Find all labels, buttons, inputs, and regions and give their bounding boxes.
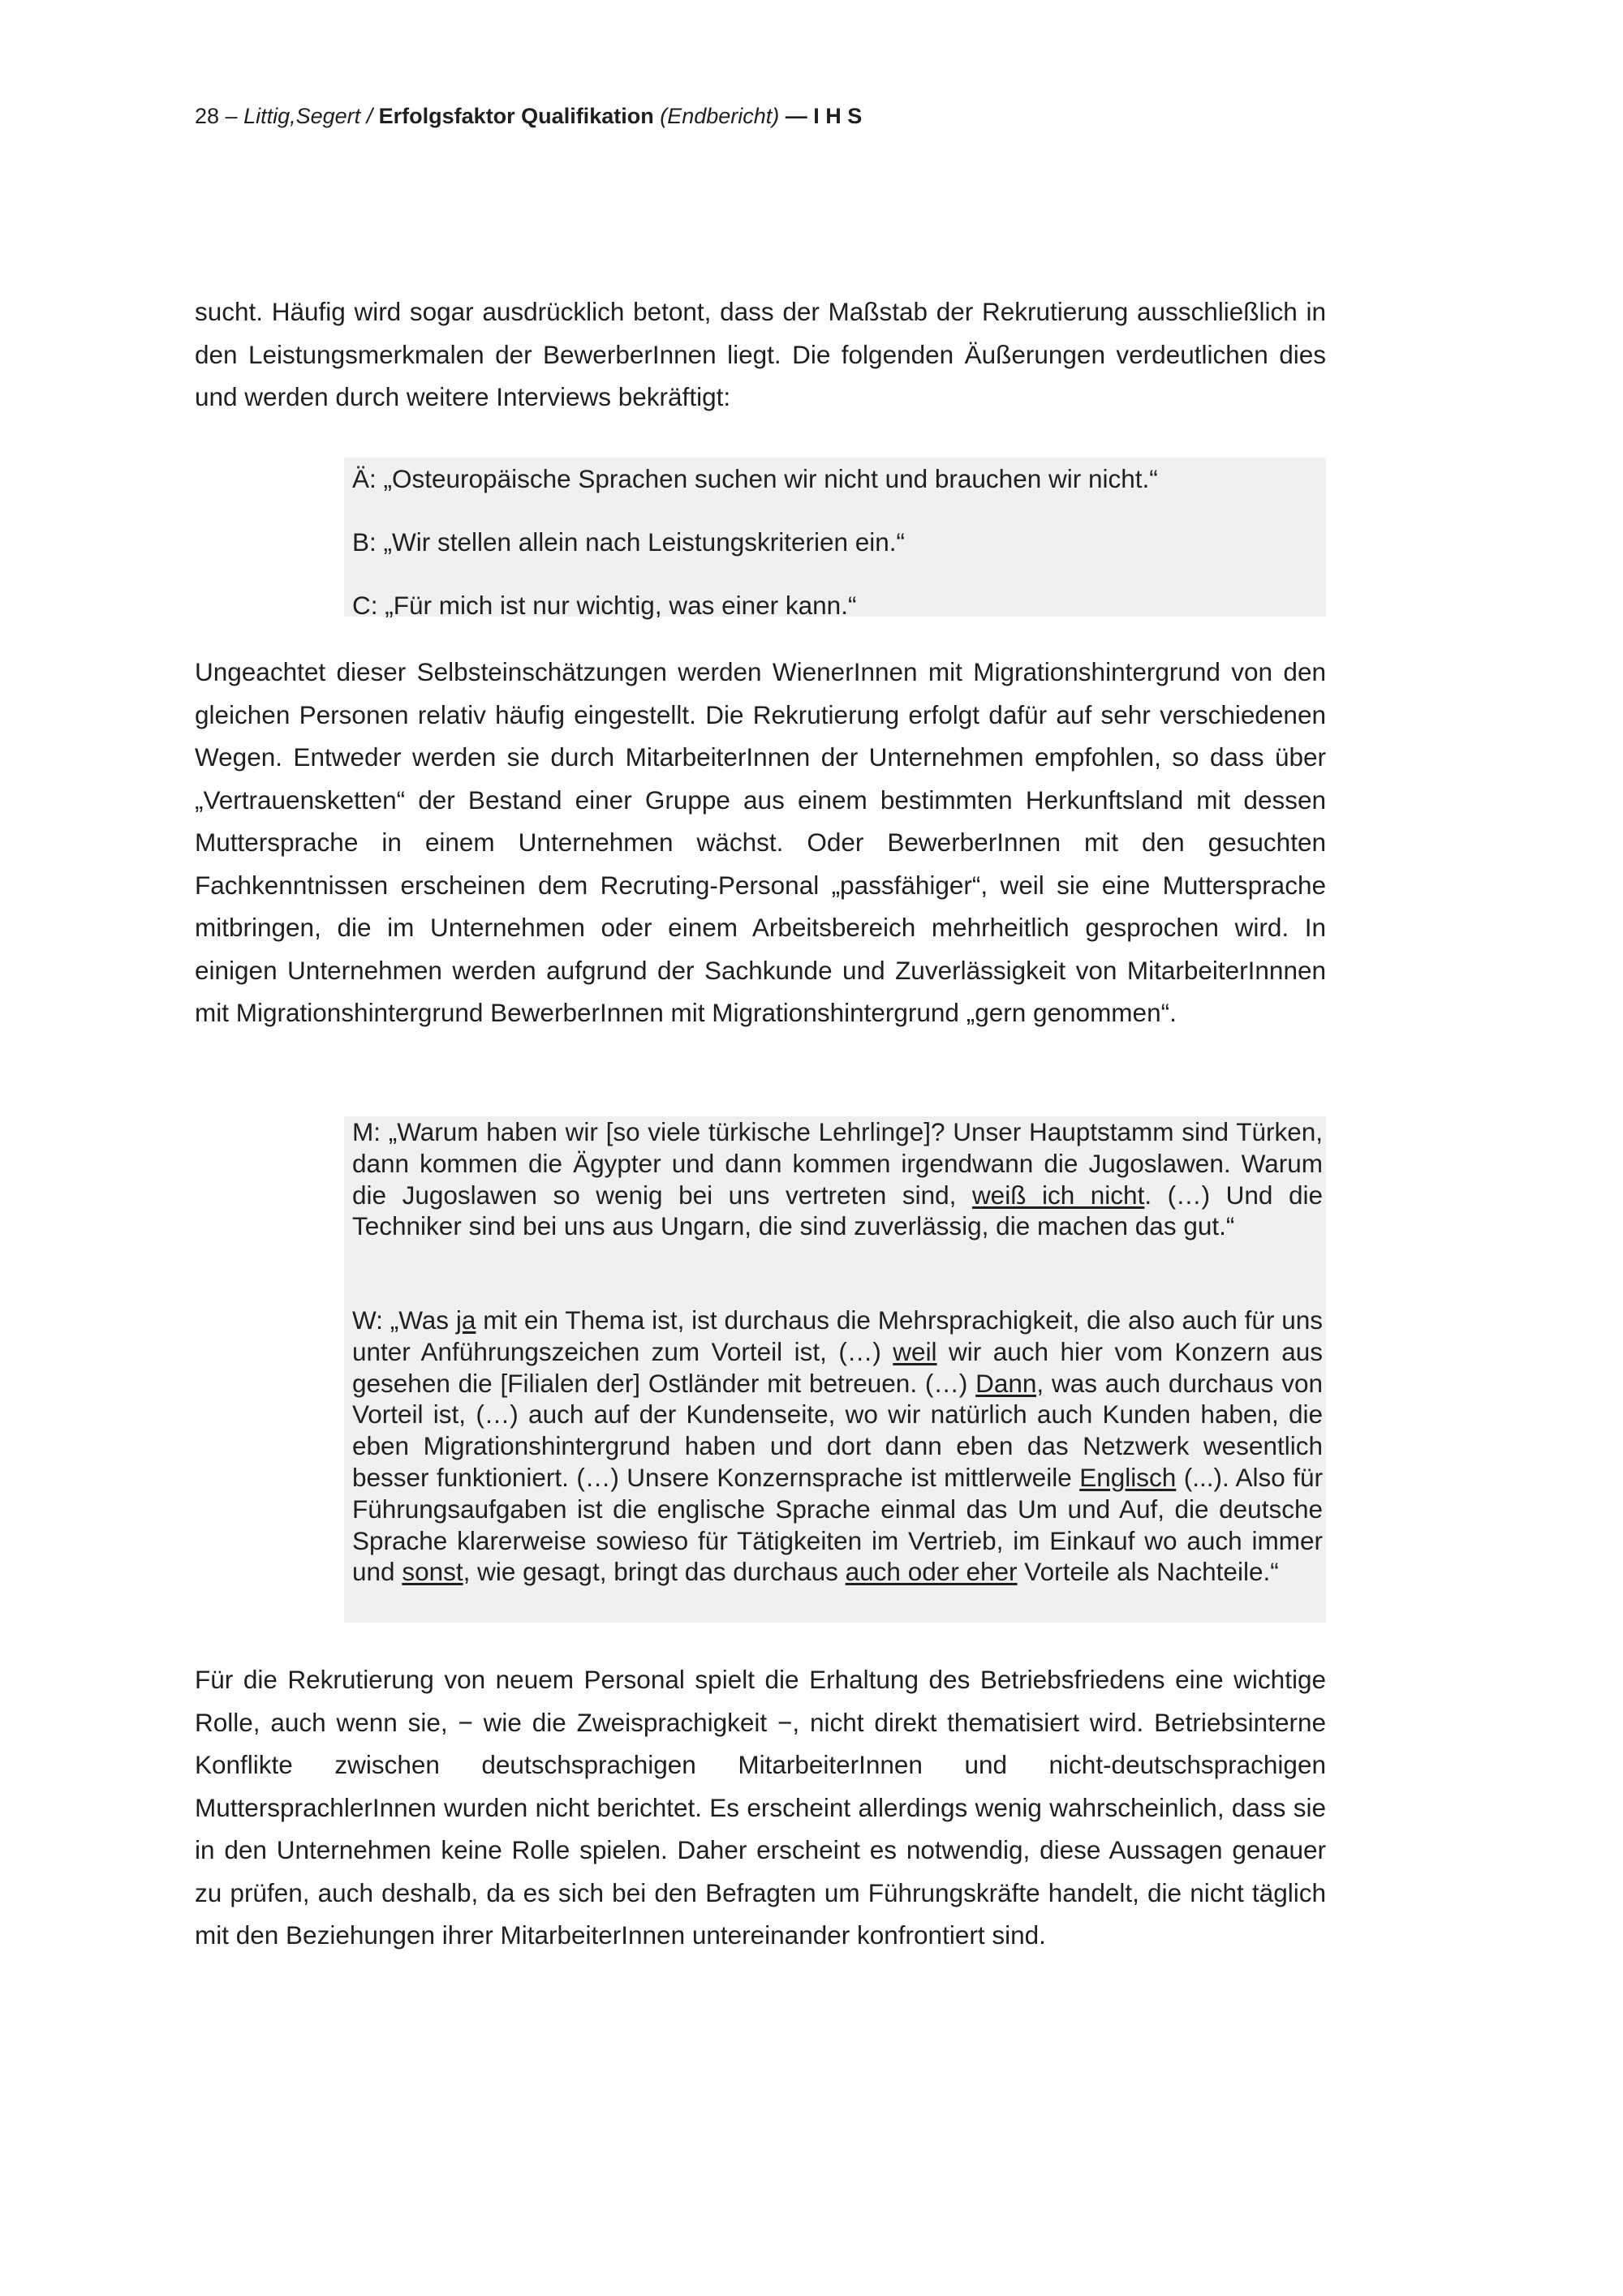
quote-w-underline-3: Dann, bbox=[975, 1368, 1044, 1398]
quote-w-text-4: was auch durchaus von Vorteil ist, (…) auch auf der Kundenseite, wo wir natürlich auch Kunden haben, die eben Migrationshintergrund haben und dort dann eben das Netzwerk wesentlich besser funktioniert. (…) Unsere Konzernsprache ist mittlerweile bbox=[352, 1368, 1323, 1492]
quote-w-text-6: , wie gesagt, bringt das durchaus bbox=[463, 1557, 846, 1587]
body-paragraph-3: Für die Rekrutierung von neuem Personal spielt die Erhaltung des Betriebsfriedens eine wichtige Rolle, auch wenn sie, − wie die Zweisprachigkeit −, nicht direkt thematisiert wird. Betriebsinterne Konflikte zwischen deutschsprachigen MitarbeiterInnen und nicht-deutschsprachigen MuttersprachlerInnen wurden nicht berichtet. Es erscheint allerdings wenig wahrscheinlich, dass sie in den Unternehmen keine Rolle spielen. Daher erscheint es notwendig, diese Aussagen genauer zu prüfen, auch deshalb, da es sich bei den Befragten um Führungskräfte handelt, die nicht täglich mit den Beziehungen ihrer MitarbeiterInnen untereinander konfrontiert sind. bbox=[195, 1665, 1326, 1950]
quote-w-underline-5: sonst bbox=[402, 1557, 463, 1587]
quote-w-underline-4: Englisch bbox=[1079, 1462, 1177, 1492]
quote-w-text-5: (...). Also für Führungsaufgaben ist die englische Sprache einmal das Um und Auf, die deutsche Sprache klarerweise sowieso für Tätigkeiten im Vertrieb, im Einkauf wo auch immer und bbox=[352, 1462, 1323, 1587]
body-paragraph-2: Ungeachtet dieser Selbsteinschätzungen werden WienerInnen mit Migrationshintergrund von den gleichen Personen relativ häufig eingestellt. Die Rekrutierung erfolgt dafür auf sehr verschiedenen Wegen. Entweder werden sie durch MitarbeiterInnen der Unternehmen empfohlen, so dass über „Vertrauensketten“ der Bestand einer Gruppe aus einem bestimmten Herkunftsland mit dessen Muttersprache in einem Unternehmen wächst. Oder BewerberInnen mit den gesuchten Fachkenntnissen erscheinen dem Recruting-Personal „passfähiger“, weil sie eine Muttersprache mitbringen, die im Unternehmen oder einem Arbeitsbereich mehrheitlich gesprochen wird. In einigen Unternehmen werden aufgrund der Sachkunde und Zuverlässigkeit von MitarbeiterInnnen mit Migrationshintergrund BewerberInnen mit Migrationshintergrund „gern genommen“. bbox=[195, 657, 1326, 1027]
header-authors: Littig,Segert / bbox=[243, 104, 379, 128]
quote-a: Ä: „Osteuropäische Sprachen suchen wir nicht und brauchen wir nicht.“ bbox=[352, 464, 1158, 493]
body-paragraph-1: sucht. Häufig wird sogar ausdrücklich betont, dass der Maßstab der Rekrutierung ausschließlich in den Leistungsmerkmalen der BewerberInnen liegt. Die folgenden Äußerungen verdeutlichen dies und werden durch weitere Interviews bekräftigt: bbox=[195, 297, 1326, 411]
running-header bbox=[195, 102, 862, 130]
header-subtitle: (Endbericht) bbox=[653, 104, 780, 128]
quote-m bbox=[352, 1116, 1323, 1242]
quote-w-text-7: Vorteile als Nachteile.“ bbox=[1017, 1557, 1279, 1587]
quote-m-text-2: . (…) Und die Techniker sind bei uns aus Ungarn, die sind zuverlässig, die machen das gut.“ bbox=[352, 1180, 1323, 1241]
header-institute: — I H S bbox=[779, 104, 863, 128]
quote-m-underline: weiß ich nicht bbox=[971, 1180, 1145, 1210]
quote-w bbox=[352, 1305, 1323, 1588]
quote-w-text-1: W: „Was bbox=[352, 1305, 456, 1335]
quote-b: B: „Wir stellen allein nach Leistungskriterien ein.“ bbox=[352, 527, 906, 557]
quote-w-text-2: mit ein Thema ist, ist durchaus die Mehrsprachigkeit, die also auch für uns unter Anführungszeichen zum Vorteil ist, (…) bbox=[352, 1305, 1323, 1366]
quote-w-text-3: wir auch hier vom Konzern aus gesehen die [Filialen der] Ostländer mit betreuen. (…) bbox=[352, 1336, 1324, 1398]
quote-w-underline-6: auch oder eher bbox=[845, 1557, 1018, 1587]
quote-w-underline-1: ja bbox=[455, 1305, 476, 1335]
header-title: Erfolgsfaktor Qualifikation bbox=[378, 104, 654, 128]
quote-c: C: „Für mich ist nur wichtig, was einer kann.“ bbox=[352, 591, 857, 620]
quote-block-long bbox=[344, 1116, 1326, 1623]
page-number: 28 – bbox=[195, 104, 244, 128]
quote-m-text-1: M: „Warum haben wir [so viele türkische Lehrlinge]? Unser Hauptstamm sind Türken, dann kommen die Ägypter und dann kommen irgendwann die Jugoslawen. Warum die Jugoslawen so wenig bei uns vertreten sind, bbox=[352, 1117, 1323, 1210]
quote-block-short bbox=[344, 458, 1326, 620]
quote-w-underline-2: weil bbox=[893, 1336, 937, 1366]
